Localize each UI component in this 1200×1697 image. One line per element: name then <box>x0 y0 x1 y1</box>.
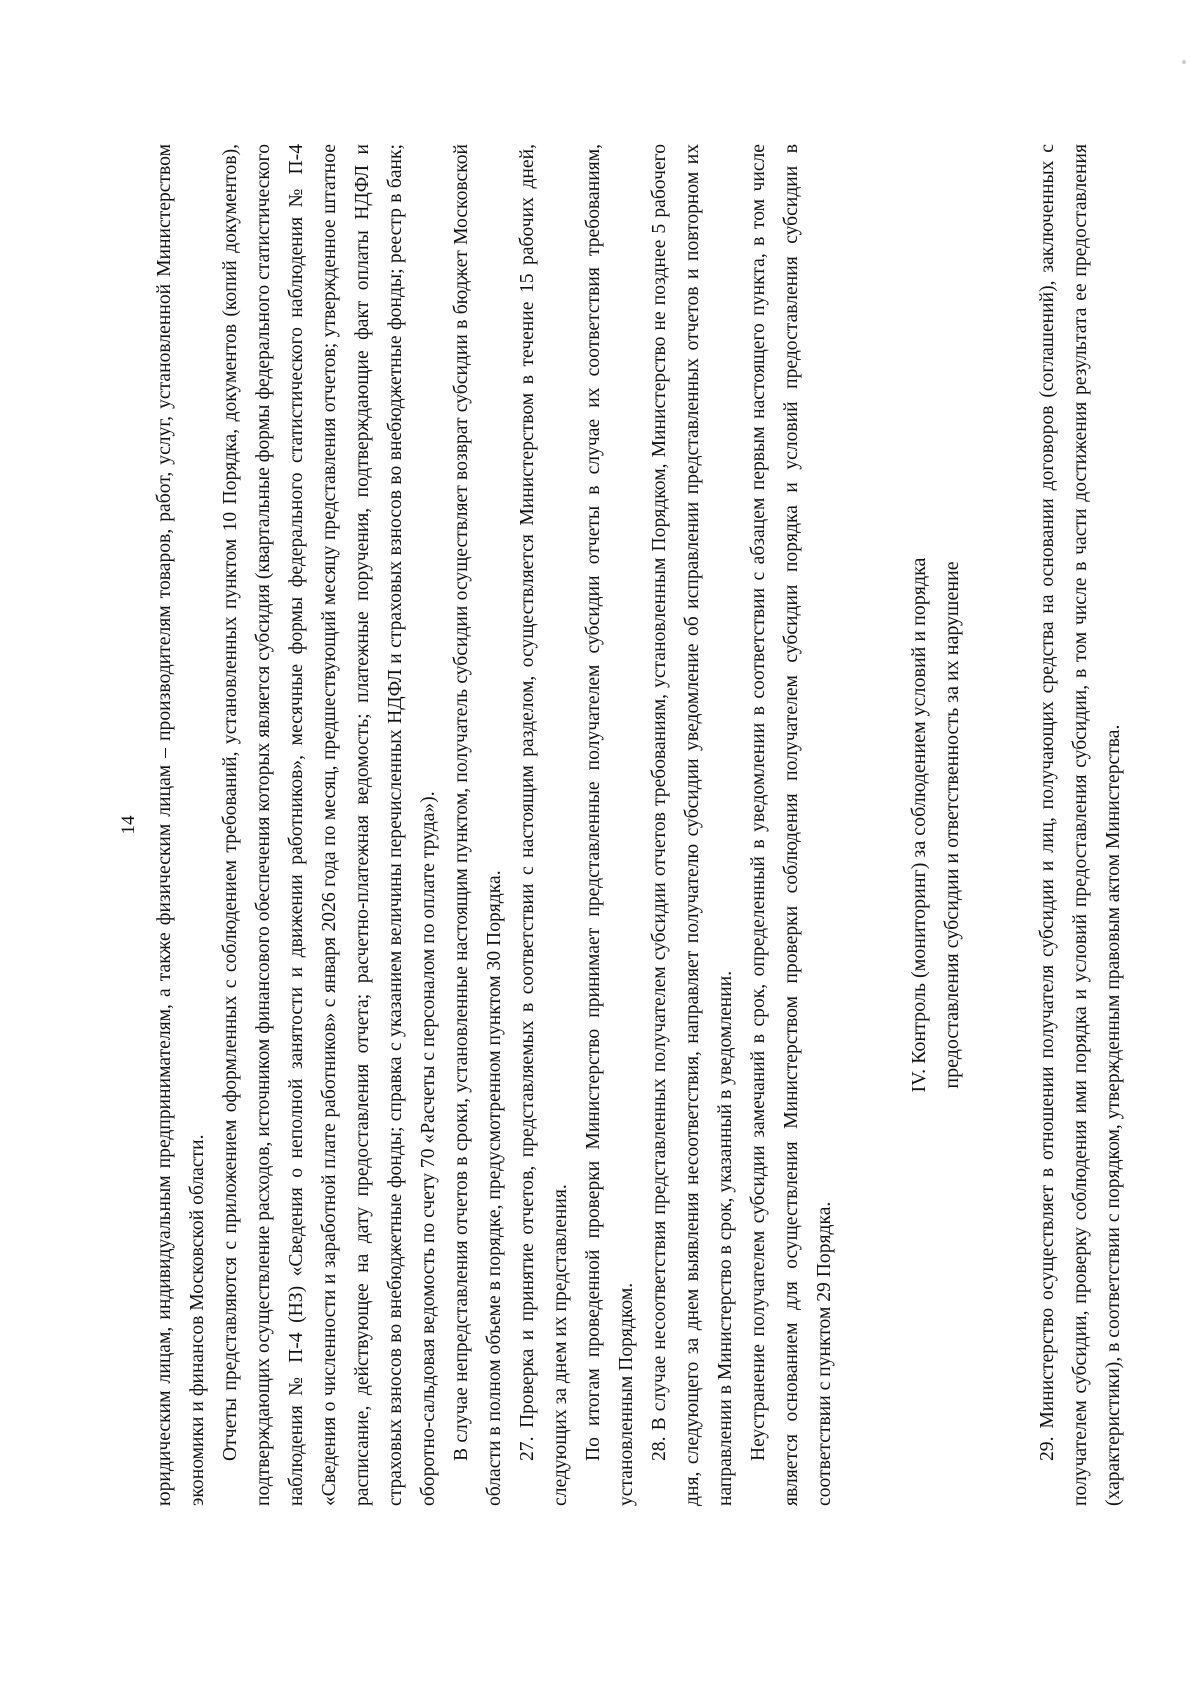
section-heading <box>903 144 969 1506</box>
page-number: 14 <box>118 815 139 835</box>
paragraph: 27. Проверка и принятие отчетов, представляемых в соответствии с настоящим разделом, осуществляется Министерством в течение 15 рабочих дней, следующих за днем их представления. <box>517 144 571 1506</box>
scan-dot <box>1182 60 1186 64</box>
paragraph: Отчеты представляются с приложением оформленных с соблюдением требований, установленных пунктом 10 Порядка, документов (копий документов), подтверждающих осуществление расходов, источником финансового обеспечения которых является субсидия (квартальные формы федерального статистического наблюдения № П-4 (НЗ) «Сведения о неполной занятости и движении работников», месячные формы федерального статистического наблюдения № П-4 «Сведения о численности и заработной плате работников» с января 2026 года по месяц, предшествующий месяцу представления отчетов; утвержденное штатное расписание, действующее на дату предоставления отчета; расчетно-платежная ведомость; платежные поручения, подтверждающие факт оплаты НДФЛ и страховых взносов во внебюджетные фонды; справка с указанием величины перечисленных НДФЛ и страховых взносов во внебюджетные фонды; реестр в банк; оборотно-сальдовая ведомость по счету 70 «Расчеты с персоналом по оплате труда»). <box>220 144 439 1506</box>
paragraph: 29. Министерство осуществляет в отношении получателя субсидии и лиц, получающих средства на основании договоров (соглашений), заключенных с получателем субсидии, проверку соблюдения ими порядка и условий предоставления субсидии, в том числе в части достижения результата ее предоставления (характеристики), в соответствии с порядком, утвержденным правовым актом Министерства. <box>1037 144 1124 1506</box>
paragraph: Неустранение получателем субсидии замечаний в срок, определенный в уведомлении в соответствии с абзацем первым настоящего пункта, в том числе является основанием для осуществления Министерством проверки соблюдения получателем субсидии порядка и условий предоставления субсидии в соответствии с пунктом 29 Порядка. <box>748 144 835 1506</box>
section-heading-line: IV. Контроль (мониторинг) за соблюдением условий и порядка <box>908 557 930 1093</box>
paragraph: В случае непредставления отчетов в сроки, установленные настоящим пунктом, получатель субсидии осуществляет возврат субсидии в бюджет Московской области в полном объеме в порядке, предусмотренном пунктом 30 Порядка. <box>451 144 505 1506</box>
rotated-content <box>100 98 1124 1598</box>
text-body <box>114 144 1130 1506</box>
section-heading-line: предоставления субсидии и ответственность за их нарушение <box>941 561 963 1089</box>
paragraph: юридическим лицам, индивидуальным предпринимателям, а также физическим лицам – производителям товаров, работ, услуг, установленной Министерством экономики и финансов Московской области. <box>154 144 208 1506</box>
paragraph: 28. В случае несоответствия представленных получателем субсидии отчетов требованиям, установленным Порядком, Министерство не позднее 5 рабочего дня, следующего за днем выявления несоответствия, направляет получателю субсидии уведомление об исправлении представленных отчетов и повторном их направлении в Министерство в срок, указанный в уведомлении. <box>649 144 736 1506</box>
paragraph: По итогам проведенной проверки Министерство принимает представленные получателем субсидии отчеты в случае их соответствия требованиям, установленным Порядком. <box>583 144 637 1506</box>
